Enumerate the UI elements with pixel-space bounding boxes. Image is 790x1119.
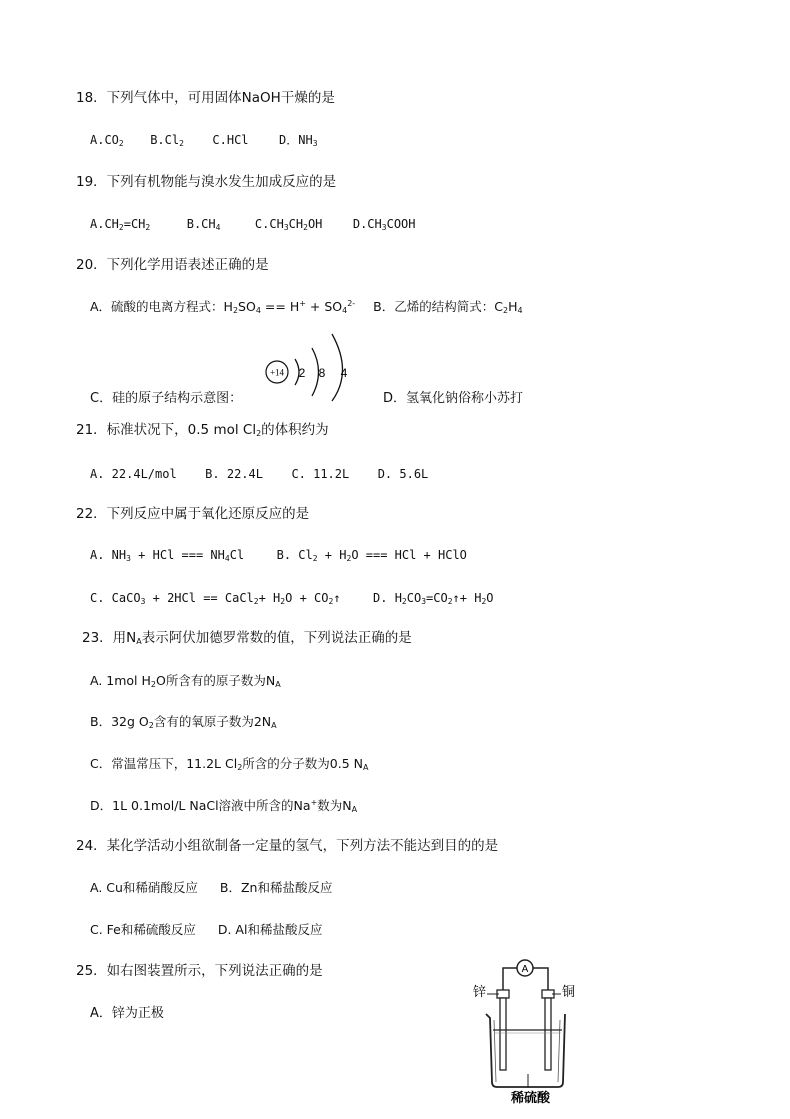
q24-option-c: C. Fe和稀硫酸反应 [90,922,196,937]
q23-stem: 23．用$N_A$表示阿伏加德罗常数的值，下列说法正确的是 [82,630,412,646]
q21-option-c: C. 11.2L [291,467,350,481]
q24-option-a: A. Cu和稀硝酸反应 [90,880,198,895]
atom-shell-arc-2 [312,348,319,396]
q22-stem: 22．下列反应中属于氧化还原反应的是 [76,506,310,522]
q20-options-ab [90,299,523,315]
q19-options [90,216,416,232]
acid-label: 稀硫酸 [511,1091,551,1104]
wire-right [533,968,548,990]
q18-options [90,132,318,148]
q21-options [90,466,428,482]
q23-option-b: B．32g $O_2$含有的氧原子数为$2N_A$ [90,714,277,730]
q25-stem: 25．如右图装置所示，下列说法正确的是 [76,963,323,979]
wire-left [503,968,517,990]
q23-option-c: C．常温常压下，11.2L $Cl_2$所含的分子数为0.5 $N_A$ [90,756,369,772]
q21-option-a: A. 22.4L/mol [90,467,177,481]
q21-option-d: D. 5.6L [377,467,429,481]
copper-label: 铜 [562,985,576,1000]
q19-option-d: $D.CH_3COOH$ [352,217,416,232]
q18-option-c: C.HCl [212,133,249,147]
q20-stem: 20．下列化学用语表述正确的是 [76,257,269,273]
q18-stem: 18．下列气体中，可用固体NaOH干燥的是 [76,90,335,106]
atom-shell-2-electrons: 8 [318,366,326,380]
q18-option-a: $A.CO_2$ [90,133,124,148]
atom-nucleus-label: +14 [269,367,285,378]
beaker-outline [486,1014,565,1087]
q20-option-a: A．硫酸的电离方程式：$H_2SO_4 == H^+ + SO_4^{2-}$ [90,299,356,315]
q22-options-cd [90,590,494,606]
q24-options-ab [90,880,332,896]
silicon-atom-diagram [262,330,354,402]
copper-electrode [545,998,551,1070]
q25-option-a: A．锌为正极 [90,1006,164,1021]
q22-option-a: A. $NH_3$ + HCl === $NH_4Cl$ [90,548,245,563]
q18-option-b: $B.Cl_2$ [150,133,184,148]
q24-options-cd [90,922,322,938]
q20-option-c: C．硅的原子结构示意图： [90,391,243,406]
q20-option-b: B．乙烯的结构简式：$C_2H_4$ [373,299,523,315]
q19-stem: 19．下列有机物能与溴水发生加成反应的是 [76,174,337,190]
q19-option-b: $B.CH_4$ [186,217,221,232]
q19-option-c: $C.CH_3CH_2OH$ [254,217,323,232]
q22-option-b: B. $Cl_2 + H_2O$ === HCl + HClO [276,548,467,563]
zinc-label: 锌 [473,985,487,1000]
q23-option-a: A. 1mol $H_2O$所含有的原子数为$N_A$ [90,673,281,689]
q22-option-c: C. CaCO$_3$ + 2HCl == CaCl$_2$+ $H_2O$ + $CO_2↑$ [90,591,341,606]
zinc-electrode [500,998,506,1070]
galvanic-cell-diagram [470,954,585,1104]
q21-stem: 21．标准状况下，0.5 mol $Cl_2$的体积约为 [76,422,329,438]
q24-option-b: B．Zn和稀盐酸反应 [219,880,333,895]
q18-option-d: D．$NH_3$ [279,133,318,148]
atom-shell-1-electrons: 2 [298,366,306,380]
q22-option-d: D. $H_2CO_3=CO_2↑+ H_2O$ [373,591,494,606]
q23-option-d: D．1L 0.1mol/L NaCl溶液中所含的Na+数为$N_A$ [90,798,358,814]
ammeter-label: A [521,964,529,975]
q20-option-d: D．氢氧化钠俗称小苏打 [383,391,524,406]
q21-option-b: B. 22.4L [205,467,263,481]
q24-stem: 24．某化学活动小组欲制备一定量的氢气，下列方法不能达到目的的是 [76,838,499,854]
q22-options-ab [90,547,467,563]
q24-option-d: D. Al和稀盐酸反应 [217,922,323,937]
q19-option-a: $A.CH_2=CH_2$ [90,217,151,232]
atom-shell-3-electrons: 4 [340,366,348,380]
